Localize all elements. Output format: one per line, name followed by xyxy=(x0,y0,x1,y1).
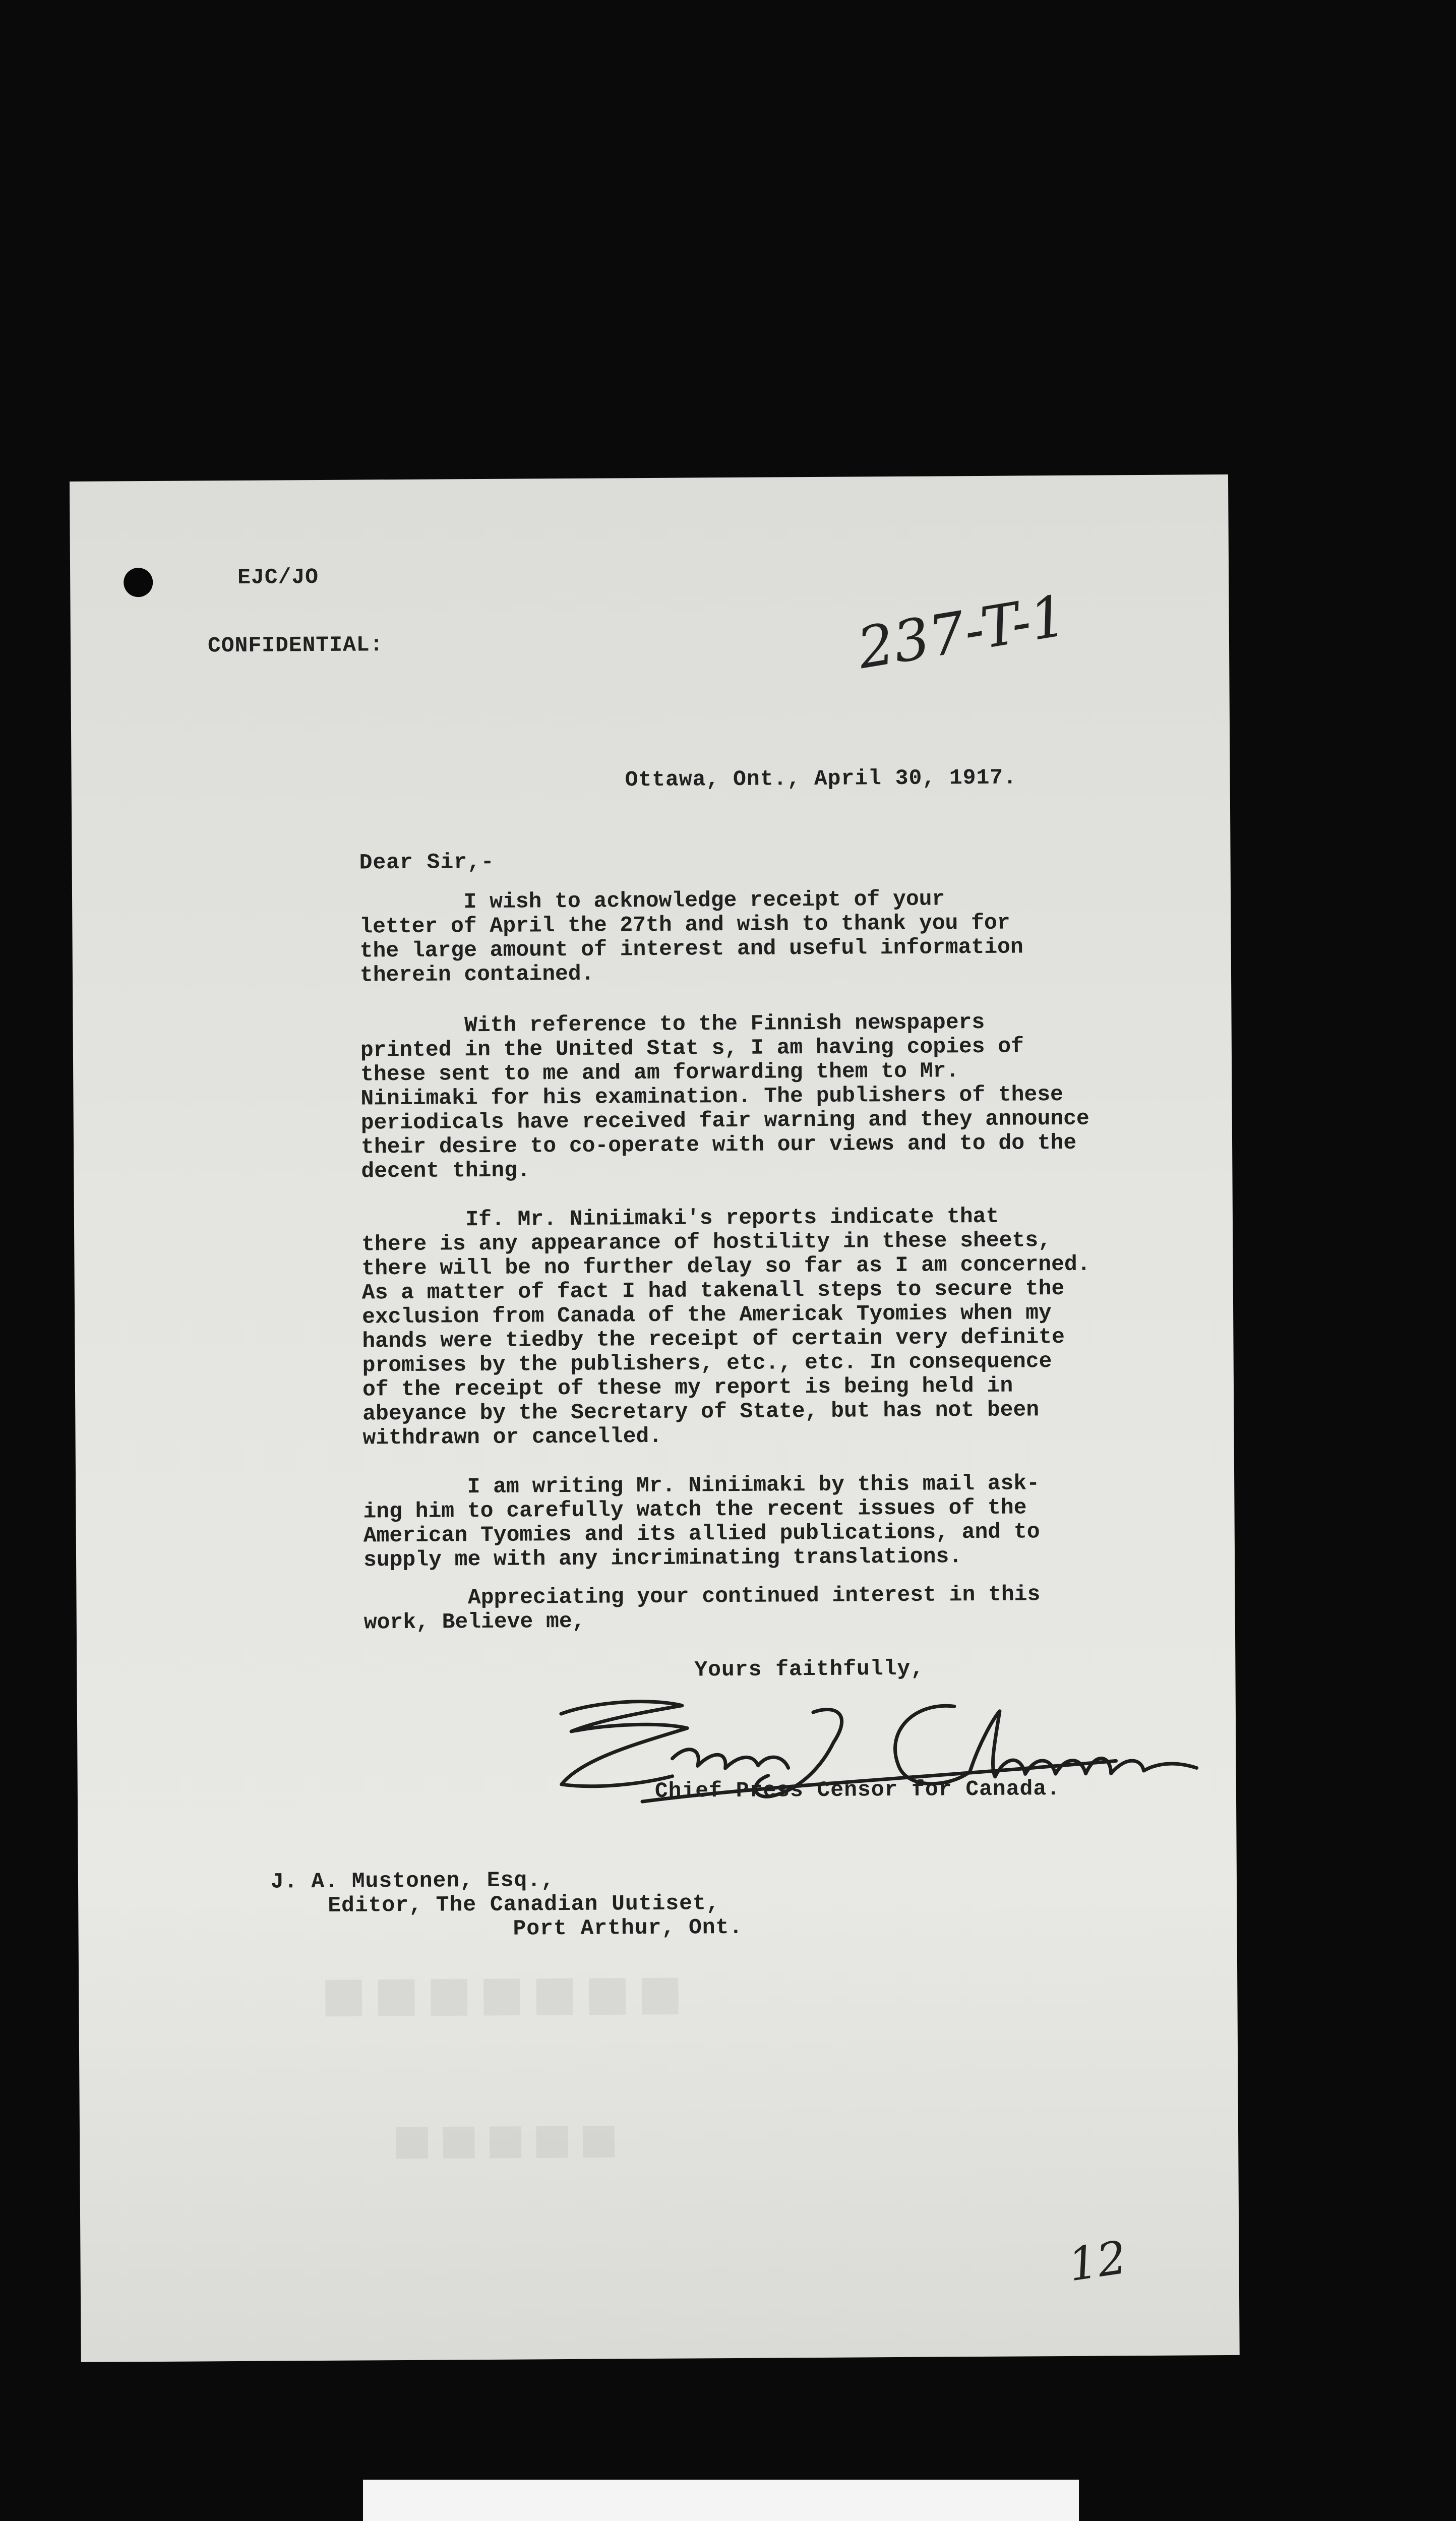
paragraph-line: ing him to carefully watch the recent issues of the xyxy=(363,1495,1027,1524)
reference-initials: EJC/JO xyxy=(237,564,319,590)
paragraph-line: I wish to acknowledge receipt of your xyxy=(359,886,945,915)
paragraph xyxy=(361,1204,1160,1451)
paragraph-line: therein contained. xyxy=(359,961,594,988)
paragraph-line: If. Mr. Niniimaki's reports indicate that xyxy=(361,1204,999,1233)
paragraph-line: withdrawn or cancelled. xyxy=(362,1423,662,1451)
paragraph-line: of the receipt of these my report is being held in xyxy=(362,1373,1013,1402)
addressee-line: Editor, The Canadian Uutiset, xyxy=(328,1891,720,1918)
place-date: Ottawa, Ont., April 30, 1917. xyxy=(625,765,1017,793)
punch-hole xyxy=(124,568,153,597)
paragraph-line: With reference to the Finnish newspapers xyxy=(360,1009,985,1039)
paragraph xyxy=(363,1471,1160,1573)
letter-page xyxy=(70,474,1240,2362)
paragraph xyxy=(363,1582,1161,1635)
paragraph xyxy=(360,1009,1158,1184)
paragraph-line: Appreciating your continued interest in this xyxy=(363,1582,1041,1611)
paragraph-line: work, Believe me, xyxy=(363,1608,585,1635)
handwritten-page-mark: 12 xyxy=(1065,2231,1130,2292)
paragraph-line: the large amount of interest and useful information xyxy=(359,934,1023,964)
paragraph-line: I am writing Mr. Niniimaki by this mail ask- xyxy=(363,1471,1040,1500)
closing: Yours faithfully, xyxy=(694,1656,925,1683)
addressee-line: J. A. Mustonen, Esq., xyxy=(270,1868,555,1894)
paragraph-line: decent thing. xyxy=(361,1158,530,1184)
paragraph-line: supply me with any incriminating translations. xyxy=(363,1544,962,1573)
paragraph-line: promises by the publishers, etc., etc. In consequence xyxy=(362,1349,1052,1378)
paragraph-line: Niniimaki for his examination. The publishers of these xyxy=(360,1082,1064,1111)
paragraph-line: there will be no further delay so far as I am concerned. xyxy=(361,1251,1090,1281)
paragraph xyxy=(359,886,1157,988)
signer-title: Chief Press Censor for Canada. xyxy=(654,1776,1061,1804)
handwritten-file-number: 237-T-1 xyxy=(853,583,1071,682)
salutation: Dear Sir,- xyxy=(359,849,495,875)
bleed-through-ghost: ■■■■■ xyxy=(392,2103,626,2178)
paragraph-line: As a matter of fact I had takenall steps to secure the xyxy=(361,1276,1065,1305)
paragraph-line: exclusion from Canada of the Americak Tyomies when my xyxy=(361,1300,1052,1330)
paragraph-line: abeyance by the Secretary of State, but has not been xyxy=(362,1397,1040,1426)
bleed-through-ghost: ■■■■■■■ xyxy=(320,1951,691,2038)
archive-label-card xyxy=(363,2480,1079,2521)
paragraph-line: American Tyomies and its allied publications, and to xyxy=(363,1519,1040,1548)
paragraph-line: hands were tiedby the receipt of certain very definite xyxy=(362,1324,1065,1354)
paragraph-line: periodicals have received fair warning and they announce xyxy=(360,1106,1089,1135)
paragraph-line: their desire to co-operate with our views and to do the xyxy=(360,1130,1077,1160)
confidential-heading: CONFIDENTIAL: xyxy=(207,632,384,658)
paragraph-line: there is any appearance of hostility in these sheets, xyxy=(361,1228,1052,1257)
paragraph-line: these sent to me and am forwarding them to Mr. xyxy=(360,1058,959,1087)
addressee-line: Port Arthur, Ont. xyxy=(513,1914,743,1941)
paragraph-line: printed in the United Stat s, I am having copies of xyxy=(360,1034,1024,1063)
paragraph-line: letter of April the 27th and wish to thank you for xyxy=(359,910,1010,939)
